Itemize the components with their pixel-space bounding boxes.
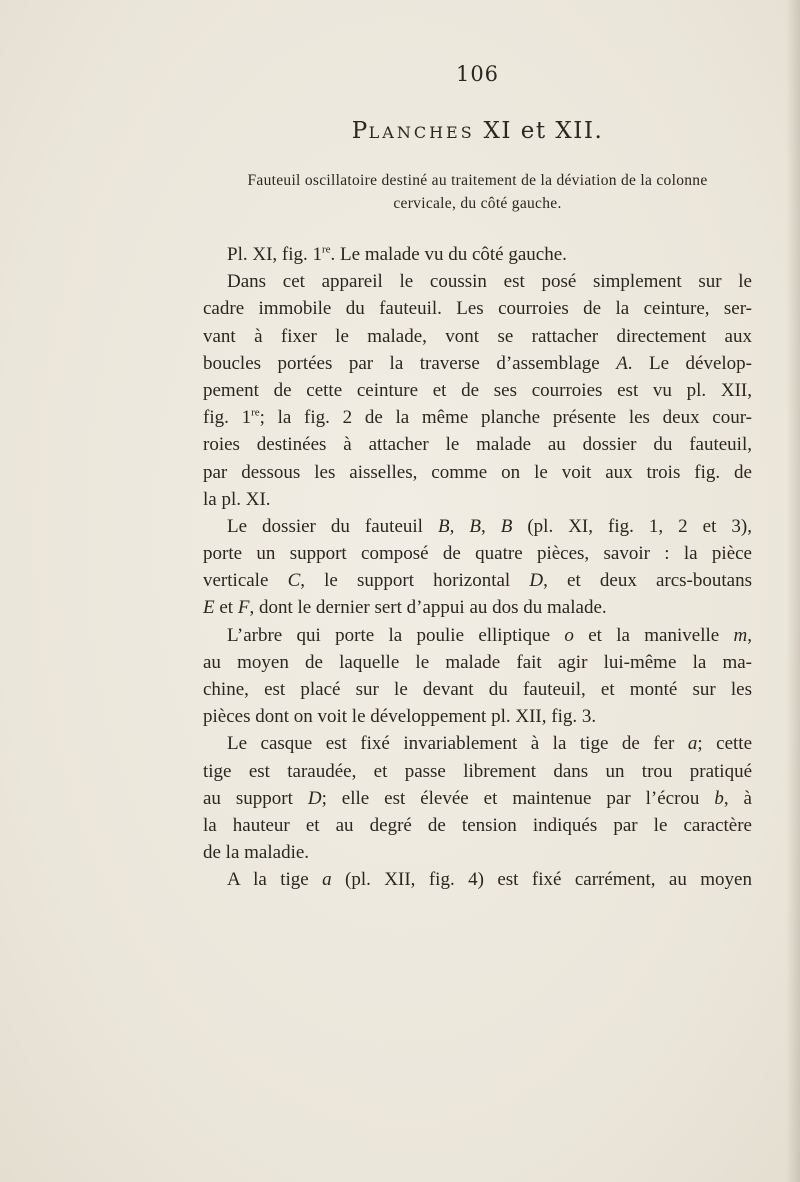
text-line: Dans cet appareil le coussin est posé simplement sur le bbox=[227, 271, 752, 293]
heading-initial: P bbox=[351, 118, 369, 144]
text-line: au support D; elle est élevée et maintenue par l’écrou b, à bbox=[203, 787, 752, 809]
paragraph bbox=[203, 513, 752, 622]
text-line: pièces dont on voit le développement pl. XII, fig. 3. bbox=[203, 706, 597, 728]
body-text bbox=[203, 241, 752, 894]
text-line: tige est taraudée, et passe librement dans un trou pratiqué bbox=[203, 760, 752, 782]
text-line: chine, est placé sur le devant du fauteuil, et monté sur les bbox=[203, 679, 752, 700]
text-line: la pl. XI. bbox=[203, 488, 271, 510]
text-line: de la maladie. bbox=[203, 842, 310, 864]
text-line: la hauteur et au degré de tension indiqués par le caractère bbox=[203, 814, 752, 836]
subtitle-line: Fauteuil oscillatoire destiné au traitement de la déviation de la colonne bbox=[247, 172, 708, 189]
paragraph bbox=[203, 241, 752, 268]
text-line: roies destinées à attacher le malade au dossier du fauteuil, bbox=[203, 434, 752, 456]
text-line: au moyen de laquelle le malade fait agir lui-même la ma- bbox=[203, 651, 752, 673]
subtitle-line: cervicale, du côté gauche. bbox=[393, 195, 562, 212]
paragraph bbox=[203, 730, 752, 866]
page-heading bbox=[203, 116, 752, 146]
paragraph bbox=[203, 622, 752, 731]
text-line: A la tige a (pl. XII, fig. 4) est fixé carrément, au moyen bbox=[227, 869, 752, 891]
page-edge-shadow bbox=[786, 0, 800, 1182]
subtitle bbox=[203, 169, 752, 215]
text-line: fig. 1re; la fig. 2 de la même planche présente les deux cour- bbox=[203, 406, 752, 429]
text-line: E et F, dont le dernier sert d’appui au dos du malade. bbox=[203, 597, 607, 619]
text-line: Le dossier du fauteuil B, B, B (pl. XI, fig. 1, 2 et 3), bbox=[227, 515, 752, 537]
text-line: Pl. XI, fig. 1re. Le malade vu du côté gauche. bbox=[227, 243, 567, 265]
text-line: boucles portées par la traverse d’assemblage A. Le dévelop- bbox=[203, 352, 752, 374]
text-line: par dessous les aisselles, comme on le voit aux trois fig. de bbox=[203, 461, 752, 483]
text-line: verticale C, le support horizontal D, et deux arcs-boutans bbox=[203, 570, 752, 592]
text-line: L’arbre qui porte la poulie elliptique o et la manivelle m, bbox=[227, 624, 752, 646]
text-block bbox=[203, 60, 752, 894]
text-line: Le casque est fixé invariablement à la tige de fer a; cette bbox=[227, 733, 752, 755]
paragraph bbox=[203, 866, 752, 893]
text-line: cadre immobile du fauteuil. Les courroies de la ceinture, ser- bbox=[203, 298, 752, 320]
heading-rest: XI et XII. bbox=[474, 118, 604, 144]
page-number: 106 bbox=[455, 62, 500, 86]
paragraph bbox=[203, 268, 752, 513]
text-line: vant à fixer le malade, vont se rattacher directement aux bbox=[203, 325, 752, 347]
text-line: pement de cette ceinture et de ses courroies est vu pl. XII, bbox=[203, 379, 752, 401]
text-line: porte un support composé de quatre pièces, savoir : la pièce bbox=[203, 543, 752, 565]
heading-small-caps: LANCHES bbox=[368, 123, 475, 142]
